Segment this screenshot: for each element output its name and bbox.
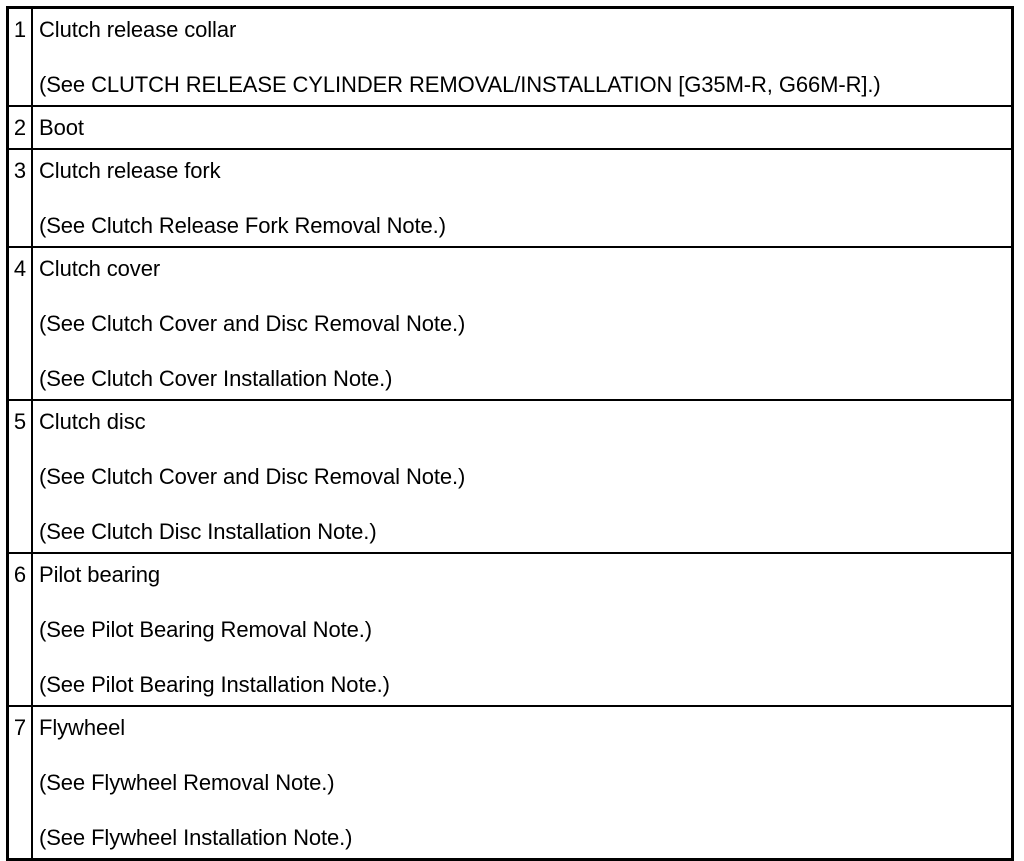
component-table <box>6 6 1014 861</box>
item-title: Clutch release fork <box>39 158 221 183</box>
table-row <box>9 148 1011 246</box>
item-note: (See Clutch Cover Installation Note.) <box>39 366 393 391</box>
item-title: Clutch release collar <box>39 17 237 42</box>
item-number: 4 <box>9 248 33 399</box>
item-title: Pilot bearing <box>39 562 160 587</box>
item-number: 5 <box>9 401 33 552</box>
item-number: 1 <box>9 9 33 105</box>
table-row <box>9 9 1011 105</box>
item-note: (See Pilot Bearing Removal Note.) <box>39 617 372 642</box>
table-row <box>9 552 1011 705</box>
item-title: Boot <box>39 115 84 140</box>
item-note: (See Flywheel Installation Note.) <box>39 825 353 850</box>
item-number: 3 <box>9 150 33 246</box>
item-title: Clutch disc <box>39 409 146 434</box>
item-note: (See Flywheel Removal Note.) <box>39 770 335 795</box>
item-note: (See Clutch Release Fork Removal Note.) <box>39 213 446 238</box>
item-content <box>33 707 1011 858</box>
item-content <box>33 150 1011 246</box>
table-row <box>9 705 1011 858</box>
item-note: (See Pilot Bearing Installation Note.) <box>39 672 390 697</box>
item-content <box>33 9 1011 105</box>
item-number: 7 <box>9 707 33 858</box>
item-note: (See Clutch Disc Installation Note.) <box>39 519 377 544</box>
item-note: (See Clutch Cover and Disc Removal Note.) <box>39 311 466 336</box>
item-title: Clutch cover <box>39 256 161 281</box>
item-content <box>33 107 1011 148</box>
table-row <box>9 399 1011 552</box>
item-note: (See CLUTCH RELEASE CYLINDER REMOVAL/INSTALLATION [G35M-R, G66M-R].) <box>39 72 881 97</box>
table-row <box>9 246 1011 399</box>
item-content <box>33 248 1011 399</box>
item-number: 6 <box>9 554 33 705</box>
item-title: Flywheel <box>39 715 126 740</box>
item-content <box>33 401 1011 552</box>
item-content <box>33 554 1011 705</box>
item-number: 2 <box>9 107 33 148</box>
table-row <box>9 105 1011 148</box>
item-note: (See Clutch Cover and Disc Removal Note.) <box>39 464 466 489</box>
